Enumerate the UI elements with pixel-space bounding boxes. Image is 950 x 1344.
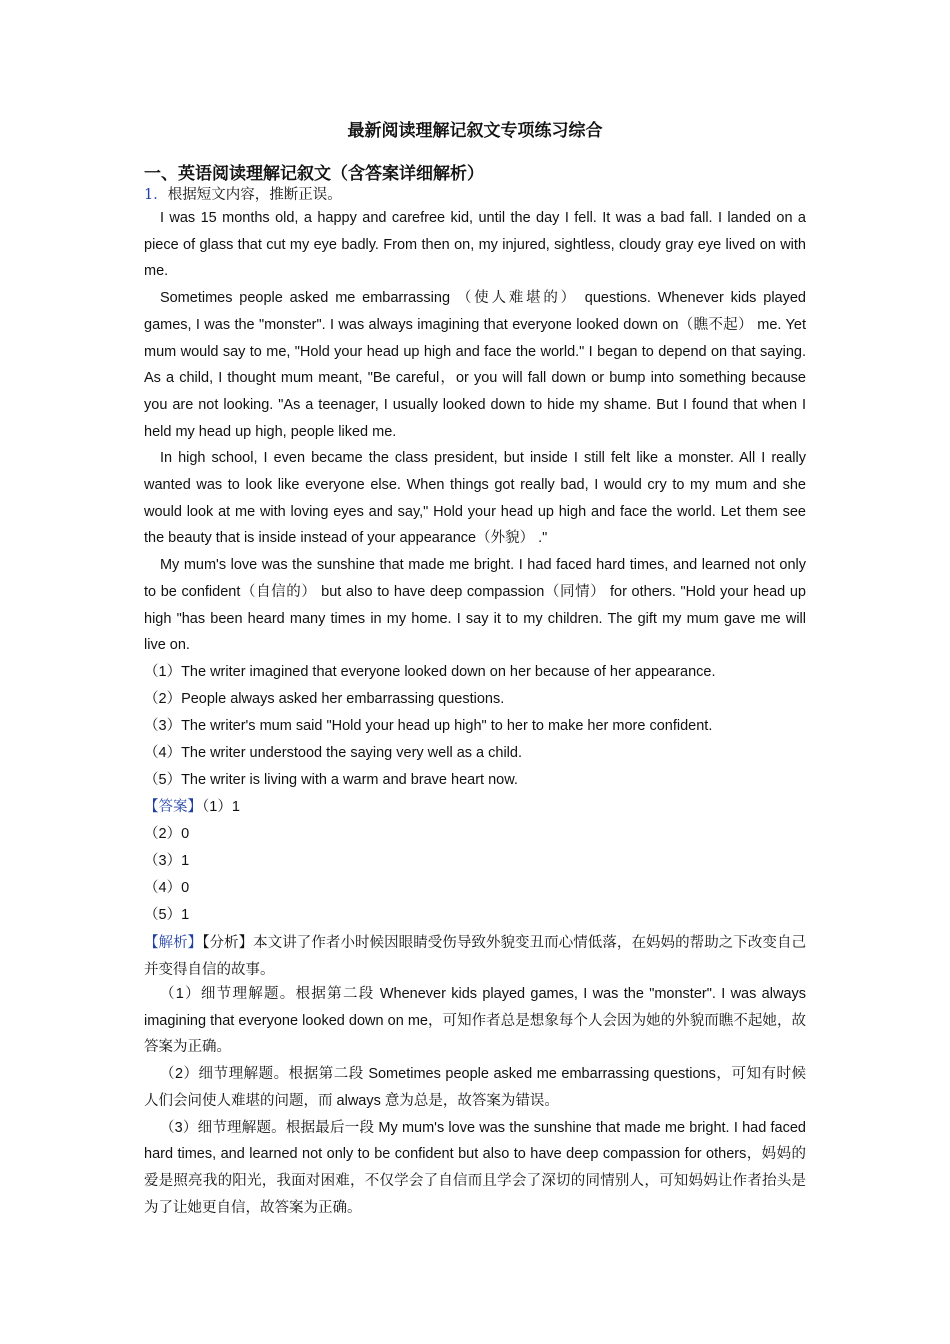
question-instruction: 根据短文内容，推断正误。 [167, 187, 342, 203]
analysis-intro [144, 930, 806, 983]
answer-item: （5）1 [144, 907, 190, 923]
passage-paragraph: My mum's love was the sunshine that made me bright. I had faced hard times, and learned not only to be confident（自信的） but also to have deep compassion（同情） for others. "Hold your head up high "has been heard many times in my home. I say it to my children. The gift my mum gave me will live on. [144, 557, 806, 654]
analysis-intro-text: 【分析】本文讲了作者小时候因眼睛受伤导致外貌变丑而心情低落，在妈妈的帮助之下改变自己并变得自信的故事。 [144, 935, 806, 978]
analysis-point: （2）细节理解题。根据第二段 Sometimes people asked me embarrassing questions，可知有时候人们会问使人难堪的问题，而 always 意为总是，故答案为错误。 [144, 1066, 806, 1109]
answer-label: 【答案】 [144, 799, 202, 815]
statement: （1）The writer imagined that everyone looked down on her because of her appearance. [144, 664, 716, 680]
statement: （3）The writer's mum said "Hold your head up high" to her to make her more confident. [144, 718, 713, 734]
question-header [144, 183, 342, 204]
answer-item: （2）0 [144, 826, 190, 842]
answer-item: （3）1 [144, 853, 190, 869]
statement: （4）The writer understood the saying very well as a child. [144, 745, 522, 761]
section-heading: 一、英语阅读理解记叙文（含答案详细解析） [144, 164, 484, 184]
passage-paragraph: Sometimes people asked me embarrassing （使人难堪的） questions. Whenever kids played games, I was the "monster". I was always imagining that everyone looked down on（瞧不起） me. Yet mum would say to me, "Hold your head up high and face the world." I began to depend on that saying. As a child, I thought mum meant, "Be careful，or you will fall down or bump into something because you are not looking. "As a teenager, I usually looked down to hide my shame. But I found that when I held my head up high, people liked me. [144, 290, 806, 440]
answer-line [144, 794, 806, 821]
passage-paragraph: In high school, I even became the class president, but inside I still felt like a monster. All I really wanted was to look like everyone else. When things got really bad, I would cry to my mum and she would look at me with loving eyes and say," Hold your head up high and face the world. Let them see the beauty that is inside instead of your appearance（外貌） ." [144, 450, 806, 547]
statement: （2）People always asked her embarrassing questions. [144, 691, 505, 707]
answer-item: （4）0 [144, 880, 190, 896]
analysis-label: 【解析】 [144, 935, 203, 951]
passage-paragraph: I was 15 months old, a happy and carefree kid, until the day I fell. It was a bad fall. I landed on a piece of glass that cut my eye badly. From then on, my injured, sightless, cloudy gray eye lived on with me. [144, 210, 806, 280]
passage [144, 205, 806, 659]
page-title: 最新阅读理解记叙文专项练习综合 [347, 121, 603, 141]
answer-item: （1）1 [202, 799, 240, 815]
analysis-points [144, 981, 806, 1221]
analysis-point: （3）细节理解题。根据最后一段 My mum's love was the sunshine that made me bright. I had faced hard times, and learned not only to be confident but also to have deep compassion for others，妈妈的爱是照亮我的阳光，我面对困难，不仅学会了自信而且学会了深切的同情别人，可知妈妈让作者抬头是为了让她更自信，故答案为正确。 [144, 1119, 806, 1216]
statement: （5）The writer is living with a warm and brave heart now. [144, 772, 518, 788]
analysis-point: （1）细节理解题。根据第二段 Whenever kids played games, I was the "monster". I was always imagining that everyone looked down on me，可知作者总是想象每个人会因为她的外貌而瞧不起她，故答案为正确。 [144, 986, 806, 1056]
question-number: 1． [144, 187, 168, 203]
